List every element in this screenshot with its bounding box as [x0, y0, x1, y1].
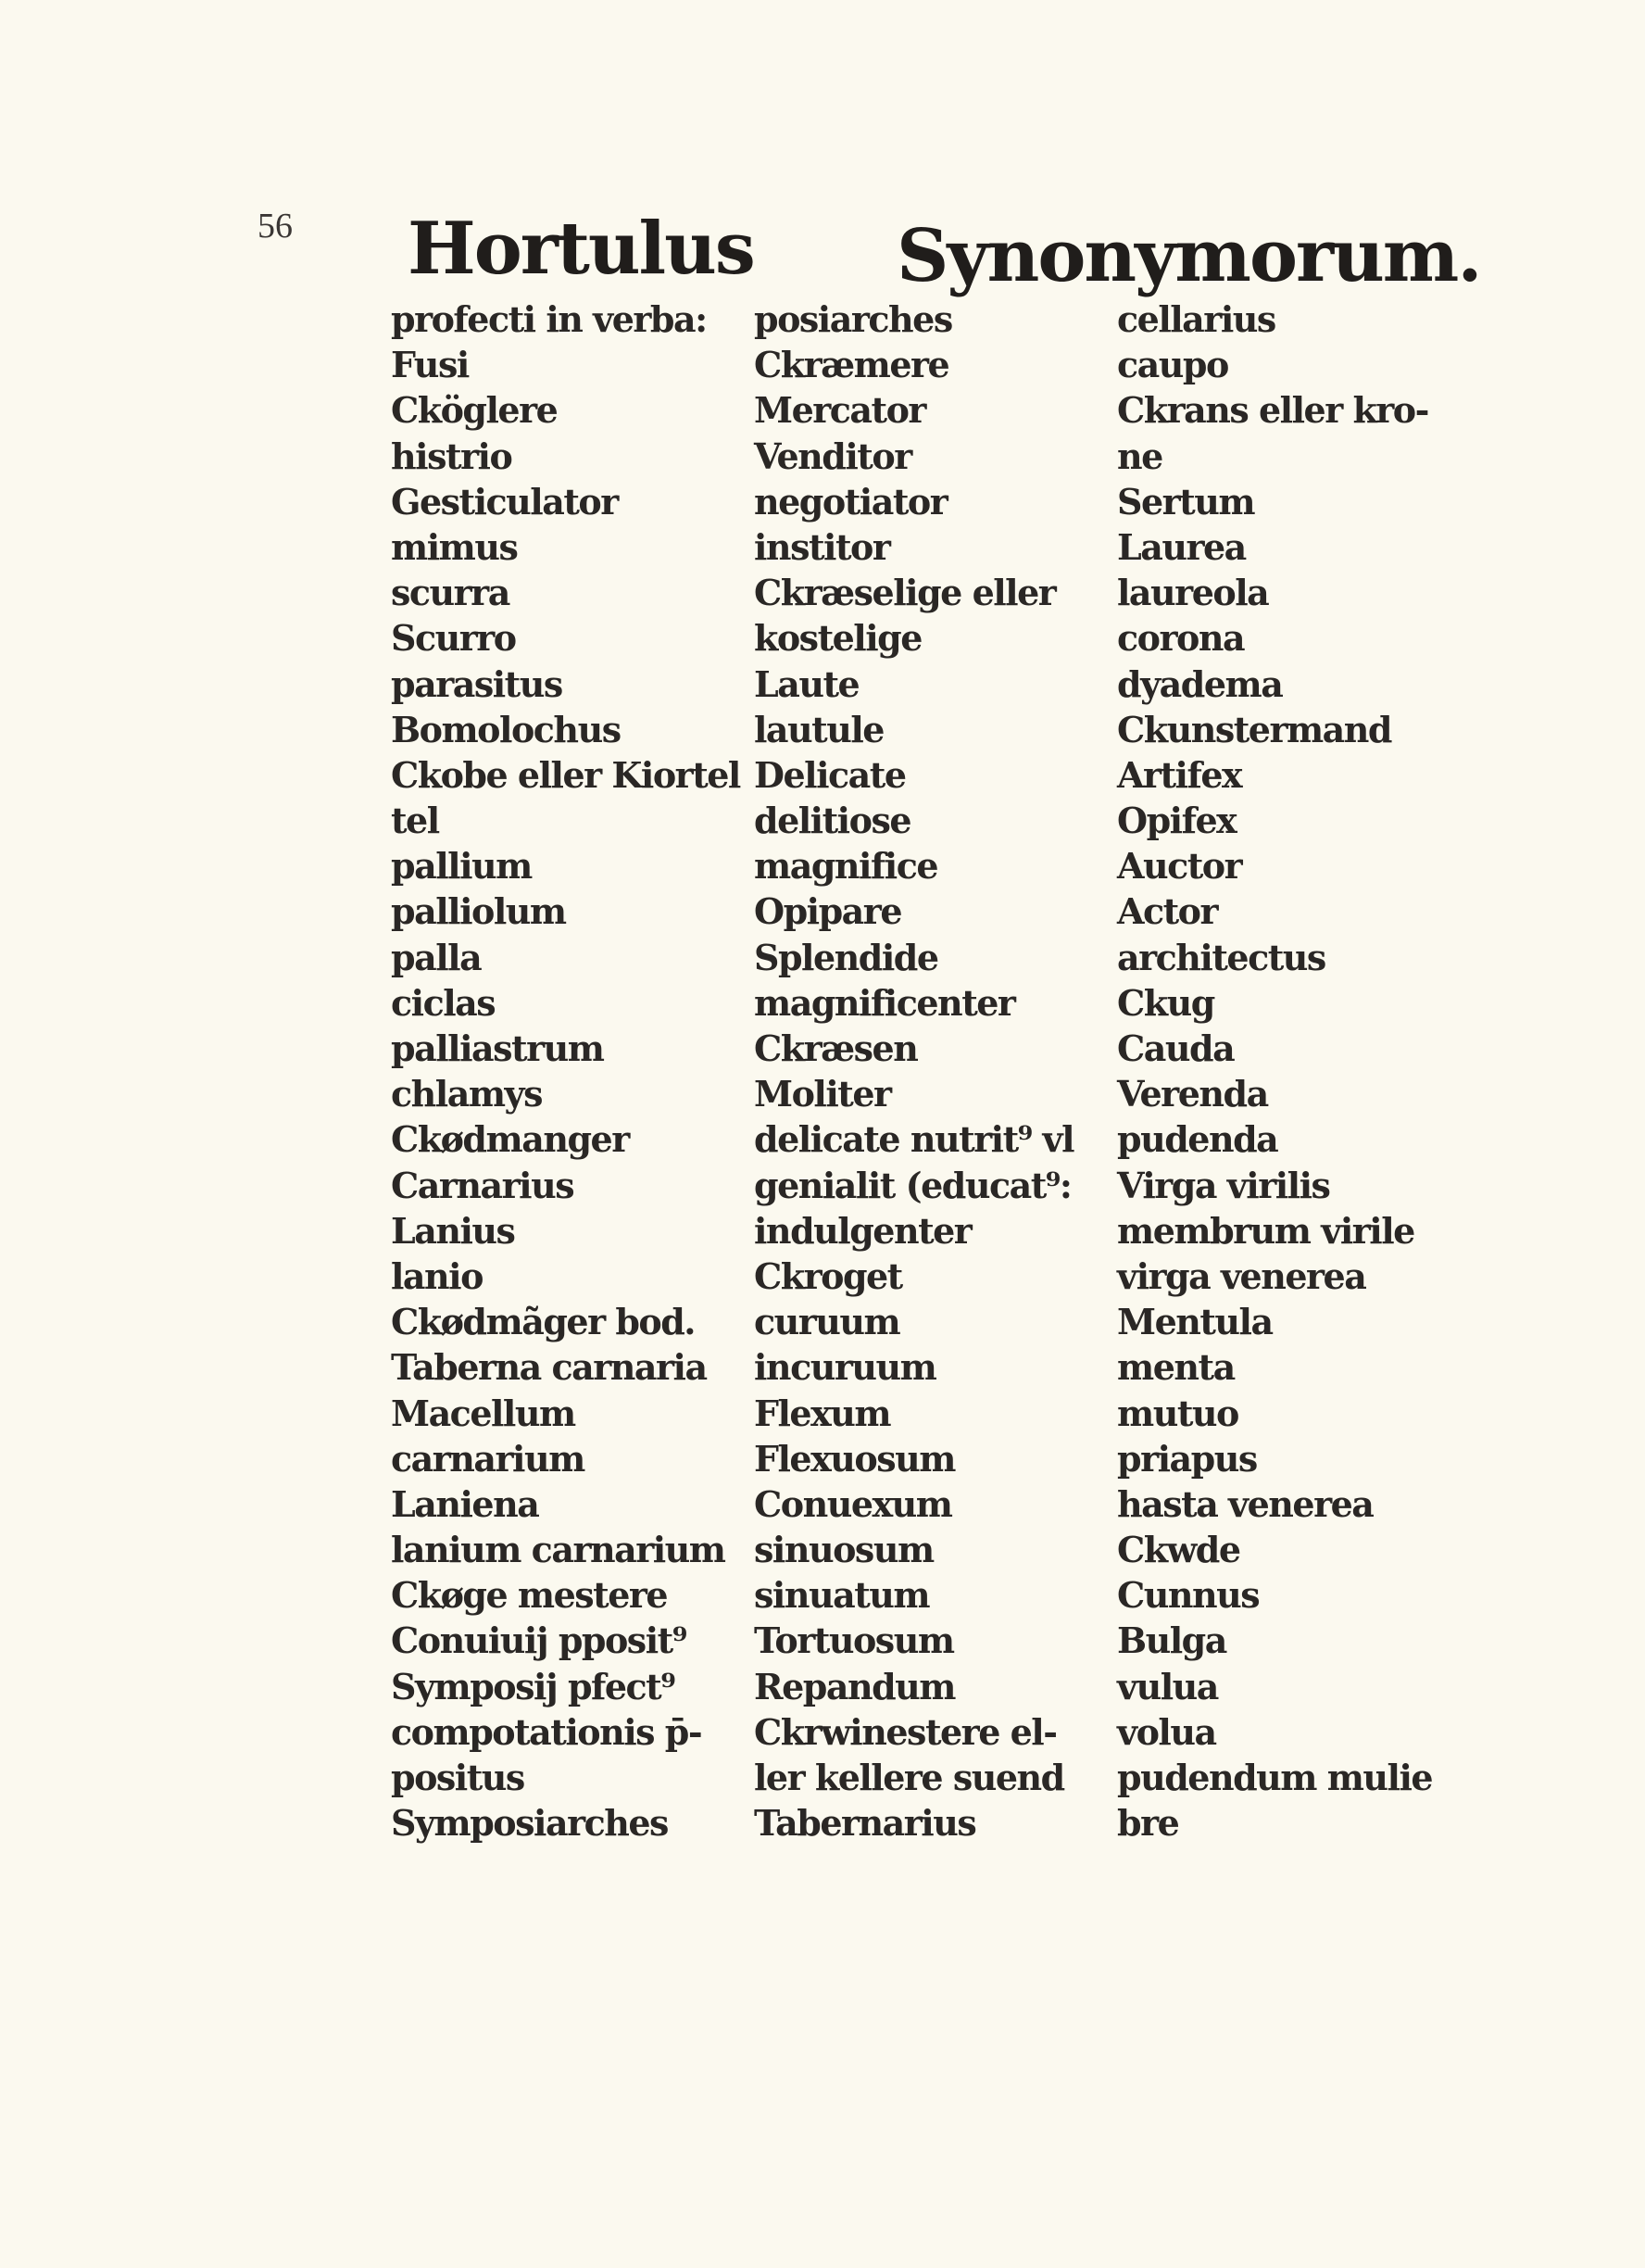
list-item: Mercator [754, 389, 925, 432]
list-item: Flexuosum [754, 1437, 955, 1480]
list-item: priapus [1117, 1437, 1257, 1480]
list-item: Ckødmãger bod. [391, 1301, 696, 1343]
list-item: corona [1117, 617, 1245, 660]
list-item: pudenda [1117, 1118, 1278, 1161]
list-item: menta [1117, 1346, 1235, 1389]
list-item: Opipare [754, 890, 901, 933]
list-item: Bulga [1117, 1619, 1226, 1662]
list-item: Repandum [754, 1665, 955, 1707]
list-item: dyadema [1117, 662, 1283, 705]
list-item: profecti in verba: [391, 298, 707, 340]
list-item: magnificenter [754, 981, 1015, 1024]
list-item: pudendum mulie [1117, 1757, 1433, 1798]
list-item: Ckroget [754, 1254, 902, 1297]
list-item: Auctor [1117, 845, 1242, 888]
list-item: cellarius [1117, 298, 1275, 340]
entry-column-3 [1117, 296, 1488, 1846]
list-item: Splendide [754, 936, 938, 978]
list-item: Flexum [754, 1392, 891, 1434]
list-item: mutuo [1117, 1392, 1238, 1434]
list-item: sinuatum [754, 1574, 930, 1617]
list-item: Laute [754, 662, 860, 705]
list-item: Conuexum [754, 1482, 952, 1525]
list-item: Ckug [1117, 981, 1214, 1024]
list-item: Virga virilis [1117, 1164, 1330, 1206]
list-item: tel [391, 800, 439, 842]
list-item: Symposiarches [391, 1802, 668, 1845]
list-item: delitiose [754, 800, 911, 842]
list-item: genialit (educat⁹: [754, 1164, 1072, 1206]
running-title-hortulus: Hortulus [408, 207, 754, 291]
list-item: vulua [1117, 1665, 1218, 1707]
list-item: lautule [754, 708, 884, 750]
list-item: positus [391, 1757, 524, 1798]
list-item: Venditor [754, 435, 911, 477]
list-item: kostelige [754, 617, 922, 660]
list-item: laureola [1117, 572, 1269, 614]
list-item: membrum virile [1117, 1209, 1414, 1252]
list-item: Actor [1117, 890, 1218, 933]
list-item: Sertum [1117, 480, 1255, 523]
list-item: Carnarius [391, 1164, 574, 1206]
list-item: magnifice [754, 845, 938, 888]
list-item: volua [1117, 1710, 1216, 1753]
list-item: caupo [1117, 344, 1228, 386]
list-item: Gesticulator [391, 480, 618, 523]
list-item: histrio [391, 435, 512, 477]
list-item: incuruum [754, 1346, 936, 1389]
list-item: Bomolochus [391, 708, 621, 750]
list-item: pallium [391, 845, 532, 888]
list-item: delicate nutrit⁹ vl [754, 1118, 1074, 1161]
list-item: ler kellere suend [754, 1757, 1064, 1798]
list-item: parasitus [391, 662, 562, 705]
list-item: lanio [391, 1254, 483, 1297]
list-item: Ckræselige eller [754, 572, 1056, 614]
list-item: negotiator [754, 480, 948, 523]
list-item: Moliter [754, 1073, 891, 1115]
list-item: Artifex [1117, 753, 1242, 796]
list-item: Verenda [1117, 1073, 1268, 1115]
list-item: scurra [391, 572, 509, 614]
list-item: architectus [1117, 936, 1325, 978]
list-item: Ckobe eller Kiortel [391, 753, 740, 796]
list-item: Ckøge mestere [391, 1574, 668, 1617]
list-item: Ckræmere [754, 344, 949, 386]
list-item: ciclas [391, 981, 496, 1024]
list-item: hasta venerea [1117, 1482, 1374, 1525]
list-item: Ckunstermand [1117, 708, 1392, 750]
list-item: palliastrum [391, 1027, 604, 1069]
list-item: institor [754, 525, 890, 568]
list-item: sinuosum [754, 1529, 934, 1571]
list-item: chlamys [391, 1073, 543, 1115]
list-item: Cunnus [1117, 1574, 1260, 1617]
list-item: Conuiuij pposit⁹ [391, 1619, 686, 1662]
list-item: posiarches [754, 298, 952, 340]
list-item: ne [1117, 435, 1162, 477]
list-item: Ckødmanger [391, 1118, 629, 1161]
list-item: Lanius [391, 1209, 515, 1252]
list-item: Ckræsen [754, 1027, 918, 1069]
list-item: Ckwde [1117, 1529, 1240, 1571]
list-item: Cauda [1117, 1027, 1235, 1069]
page-number: 56 [257, 207, 293, 246]
list-item: carnarium [391, 1437, 584, 1480]
list-item: Delicate [754, 753, 906, 796]
list-item: compotationis p̄- [391, 1710, 702, 1753]
list-item: Opifex [1117, 800, 1237, 842]
entry-column-2 [754, 296, 1106, 1846]
list-item: Tabernarius [754, 1802, 976, 1845]
list-item: Mentula [1117, 1301, 1273, 1343]
list-item: Taberna carnaria [391, 1346, 707, 1389]
list-item: Laniena [391, 1482, 539, 1525]
list-item: Ckrwinestere el- [754, 1710, 1057, 1753]
list-item: Fusi [391, 344, 469, 386]
list-item: Tortuosum [754, 1619, 954, 1662]
list-item: lanium carnarium [391, 1529, 725, 1571]
list-item: palla [391, 936, 482, 978]
list-item: Cköglere [391, 389, 558, 432]
list-item: Ckrans eller kro- [1117, 389, 1428, 432]
list-item: Symposij pfect⁹ [391, 1665, 675, 1707]
running-title-synonymorum: Synonymorum. [897, 214, 1481, 298]
list-item: palliolum [391, 890, 566, 933]
list-item: mimus [391, 525, 518, 568]
list-item: indulgenter [754, 1209, 972, 1252]
list-item: Laurea [1117, 525, 1246, 568]
list-item: virga venerea [1117, 1254, 1366, 1297]
list-item: Macellum [391, 1392, 575, 1434]
list-item: bre [1117, 1802, 1179, 1845]
list-item: Scurro [391, 617, 516, 660]
list-item: curuum [754, 1301, 900, 1343]
entry-column-1 [391, 296, 743, 1846]
